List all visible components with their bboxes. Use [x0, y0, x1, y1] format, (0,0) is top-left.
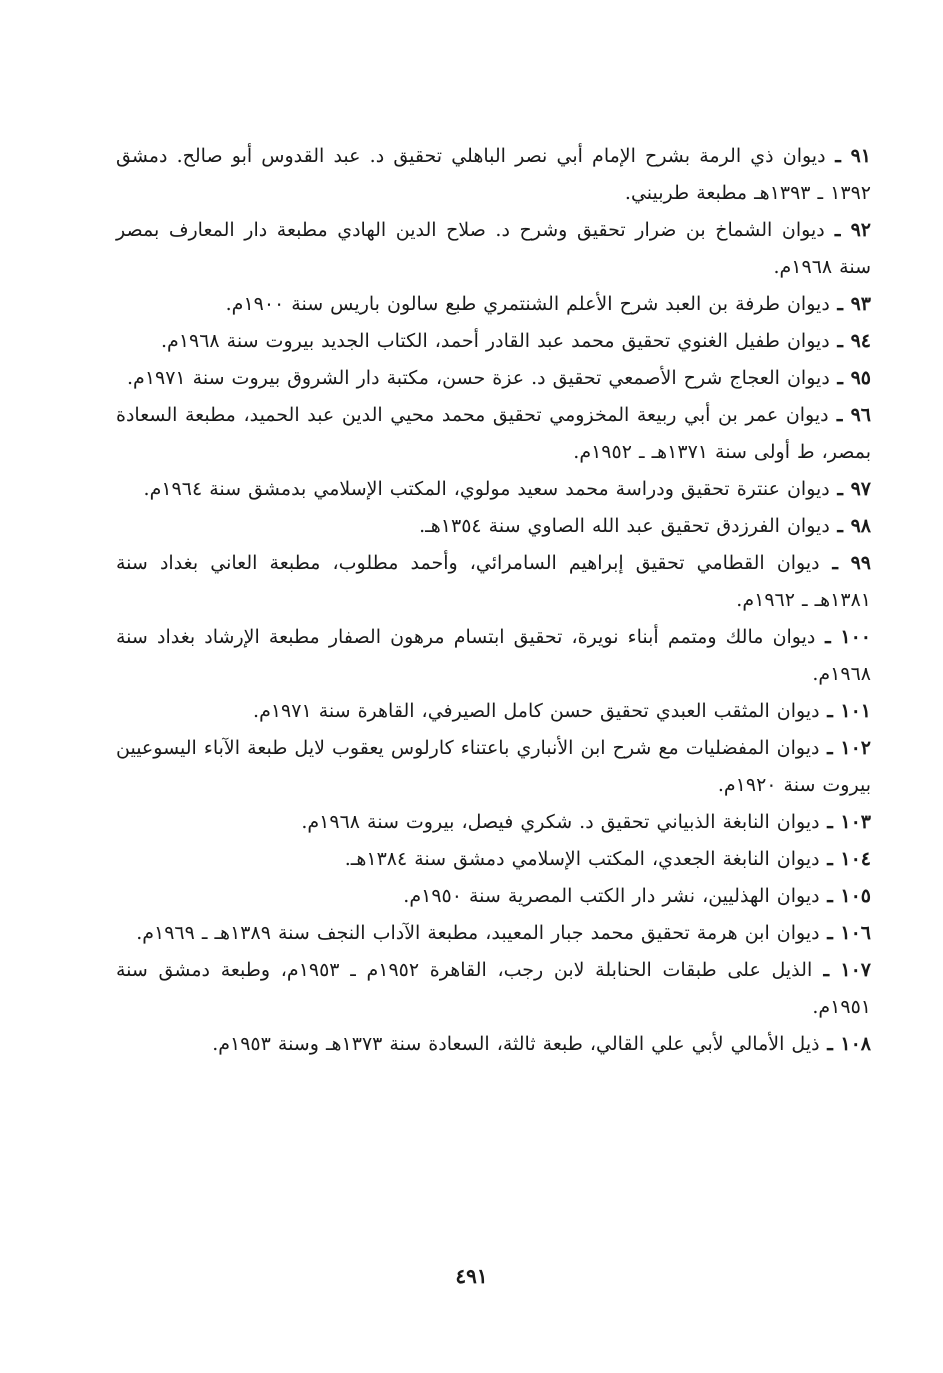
entry-number: ١٠٨: [840, 1033, 871, 1055]
entry-separator: ـ: [815, 626, 841, 648]
bibliography-entry: [116, 138, 871, 212]
entry-separator: ـ: [819, 552, 851, 574]
bibliography-entry: [116, 471, 871, 508]
bibliography-list: [116, 138, 871, 1063]
bibliography-entry: [116, 360, 871, 397]
entry-text: الذيل على طبقات الحنابلة لابن رجب، القاهرة ١٩٥٢م ـ ١٩٥٣م، وطبعة دمشق سنة ١٩٥١م.: [116, 959, 871, 1018]
bibliography-entry: [116, 915, 871, 952]
entry-separator: ـ: [819, 811, 841, 833]
entry-text: ديوان ذي الرمة بشرح الإمام أبي نصر الباهلي تحقيق د. عبد القدوس أبو صالح. دمشق ١٣٩٢ ـ ١٣٩٣هـ مطبعة طربيني.: [116, 145, 871, 204]
entry-number: ٩٦: [850, 404, 872, 426]
entry-text: ديوان عنترة تحقيق ودراسة محمد سعيد مولوي، المكتب الإسلامي بدمشق سنة ١٩٦٤م.: [143, 478, 830, 500]
entry-separator: ـ: [829, 515, 851, 537]
bibliography-entry: [116, 804, 871, 841]
entry-separator: ـ: [812, 959, 841, 981]
bibliography-entry: [116, 841, 871, 878]
entry-separator: ـ: [824, 219, 851, 241]
entry-number: ١٠٧: [840, 959, 871, 981]
page-number: ٤٩١: [455, 1264, 488, 1288]
entry-separator: ـ: [819, 1033, 841, 1055]
bibliography-entry: [116, 730, 871, 804]
entry-number: ٩٨: [850, 515, 871, 537]
entry-text: ديوان المفضليات مع شرح ابن الأنباري باعتناء كارلوس يعقوب لايل طبعة الآباء اليسوعيين بيروت سنة ١٩٢٠م.: [116, 737, 871, 796]
entry-separator: ـ: [819, 885, 841, 907]
bibliography-entry: [116, 619, 871, 693]
entry-separator: ـ: [829, 367, 851, 389]
entry-number: ١٠٥: [840, 885, 871, 907]
entry-separator: ـ: [828, 404, 851, 426]
bibliography-entry: [116, 286, 871, 323]
entry-text: ديوان العجاج شرح الأصمعي تحقيق د. عزة حسن، مكتبة دار الشروق بيروت سنة ١٩٧١م.: [127, 367, 830, 389]
entry-separator: ـ: [829, 478, 851, 500]
entry-number: ٩٢: [850, 219, 872, 241]
entry-separator: ـ: [829, 330, 851, 352]
bibliography-entry: [116, 545, 871, 619]
entry-separator: ـ: [819, 700, 841, 722]
entry-number: ٩٥: [850, 367, 871, 389]
entry-text: ذيل الأمالي لأبي علي القالي، طبعة ثالثة، السعادة سنة ١٣٧٣هـ وسنة ١٩٥٣م.: [212, 1033, 820, 1055]
entry-number: ١٠٠: [840, 626, 872, 648]
entry-text: ديوان المثقب العبدي تحقيق حسن كامل الصيرفي، القاهرة سنة ١٩٧١م.: [253, 700, 820, 722]
entry-text: ديوان طرفة بن العبد شرح الأعلم الشنتمري طبع سالون باريس سنة ١٩٠٠م.: [225, 293, 830, 315]
entry-text: ديوان النابغة الذبياني تحقيق د. شكري فيصل، بيروت سنة ١٩٦٨م.: [301, 811, 820, 833]
bibliography-entry: [116, 693, 871, 730]
entry-number: ٩٣: [850, 293, 871, 315]
entry-number: ٩١: [850, 145, 871, 167]
entry-separator: ـ: [829, 293, 851, 315]
entry-number: ١٠٦: [840, 922, 871, 944]
bibliography-entry: [116, 878, 871, 915]
entry-number: ١٠٤: [840, 848, 871, 870]
bibliography-entry: [116, 1026, 871, 1063]
entry-text: ديوان ابن هرمة تحقيق محمد جبار المعيبد، مطبعة الآداب النجف سنة ١٣٨٩هـ ـ ١٩٦٩م.: [136, 922, 820, 944]
bibliography-entry: [116, 323, 871, 360]
entry-text: ديوان الشماخ بن ضرار تحقيق وشرح د. صلاح الدين الهادي مطبعة دار المعارف بمصر سنة ١٩٦٨م.: [116, 219, 871, 278]
entry-text: ديوان الفرزدق تحقيق عبد الله الصاوي سنة ١٣٥٤هـ.: [419, 515, 830, 537]
bibliography-entry: [116, 508, 871, 545]
entry-text: ديوان الهذليين، نشر دار الكتب المصرية سنة ١٩٥٠م.: [403, 885, 820, 907]
bibliography-entry: [116, 397, 871, 471]
entry-separator: ـ: [819, 922, 841, 944]
entry-number: ١٠١: [840, 700, 871, 722]
entry-number: ٩٤: [850, 330, 871, 352]
entry-number: ٩٩: [850, 552, 872, 574]
entry-number: ١٠٢: [840, 737, 871, 759]
bibliography-entry: [116, 212, 871, 286]
entry-separator: ـ: [819, 737, 841, 759]
entry-text: ديوان عمر بن أبي ربيعة المخزومي تحقيق محمد محيي الدين عبد الحميد، مطبعة السعادة بمصر، ط أولى سنة ١٣٧١هـ ـ ١٩٥٢م.: [116, 404, 871, 463]
entry-number: ٩٧: [850, 478, 871, 500]
entry-number: ١٠٣: [840, 811, 871, 833]
entry-text: ديوان القطامي تحقيق إبراهيم السامرائي، وأحمد مطلوب، مطبعة العاني بغداد سنة ١٣٨١هـ ـ ١٩٦٢م.: [116, 552, 871, 611]
entry-text: ديوان طفيل الغنوي تحقيق محمد عبد القادر أحمد، الكتاب الجديد بيروت سنة ١٩٦٨م.: [161, 330, 830, 352]
entry-text: ديوان مالك ومتمم أبناء نويرة، تحقيق ابتسام مرهون الصفار مطبعة الإرشاد بغداد سنة ١٩٦٨م.: [116, 626, 871, 685]
entry-separator: ـ: [819, 848, 841, 870]
entry-separator: ـ: [825, 145, 851, 167]
bibliography-entry: [116, 952, 871, 1026]
entry-text: ديوان النابغة الجعدي، المكتب الإسلامي دمشق سنة ١٣٨٤هـ.: [344, 848, 820, 870]
